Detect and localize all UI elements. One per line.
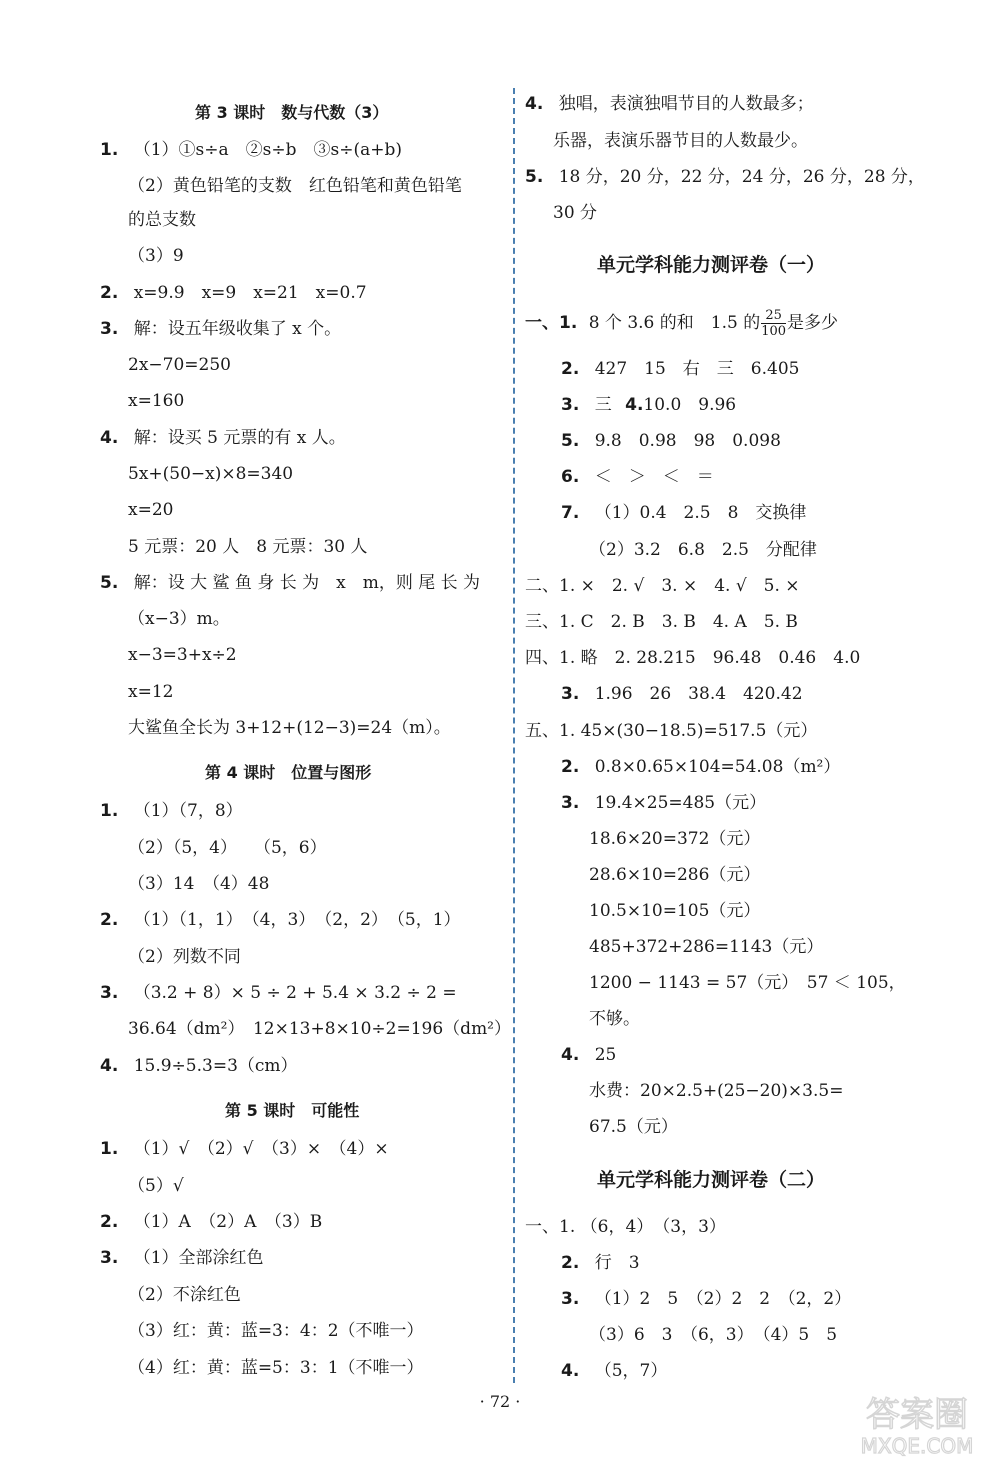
answer-line: 7. （1）0.4 2.5 8 交换律 [561,503,807,523]
answer-line: 3. （1）2 5 （2）2 2 （2，2） [561,1289,852,1309]
answer-line: 5. 9.8 0.98 98 0.098 [561,431,781,451]
svg-text:答案圈: 答案圈 [866,1395,968,1435]
answer-line: 1. （1）（7，8） [100,801,243,821]
answer-line: 一、1. 8 个 3.6 的和 1.5 的 $\frac{25}{100}$ 是多少 [525,308,839,339]
page-number: · 72 · [479,1392,521,1411]
answer-line: （2）列数不同 [128,947,241,967]
answer-line: 1. （1）√ （2）√ （3）× （4）× [100,1139,389,1159]
svg-text:MXQE.COM: MXQE.COM [860,1434,974,1458]
answer-line: 4. 15.9÷5.3=3（cm） [100,1056,298,1076]
answer-line: （3）14 （4）48 [128,874,270,894]
answer-line: 2. （1）A （2）A （3）B [100,1212,323,1232]
answer-line: 1200 − 1143 = 57（元） 57 ＜ 105， [589,973,906,993]
answer-line: 3. 解：设五年级收集了 x 个。 [100,319,342,339]
answer-line: 的总支数 [128,210,196,230]
answer-line: 3. 三 4.10.0 9.96 [561,395,737,415]
answer-line: x=20 [128,500,174,520]
answer-line: （2）不涂红色 [128,1285,241,1305]
answer-line: （2）3.2 6.8 2.5 分配律 [589,540,817,560]
answer-line: 2. 行 3 [561,1253,640,1273]
answer-line: 30 分 [553,203,598,223]
answer-line: 4. 独唱，表演独唱节目的人数最多； [525,94,814,114]
answer-line: 36.64（dm²） 12×13+8×10÷2=196（dm²） [128,1019,511,1039]
answer-line: 一、1. （6，4） （3，3） [525,1217,726,1237]
answer-line: 28.6×10=286（元） [589,865,761,885]
answer-line: 三、1. C 2. B 3. B 4. A 5. B [525,612,798,632]
answer-line: 五、1. 45×(30−18.5)=517.5（元） [525,721,818,741]
answer-line: 10.5×10=105（元） [589,901,761,921]
answer-line: 乐器，表演乐器节目的人数最少。 [553,131,808,151]
answer-line: x=160 [128,391,185,411]
answer-line: 2. （1）（1，1） （4，3） （2，2） （5，1） [100,910,461,930]
answer-line: 3. 19.4×25=485（元） [561,793,767,813]
answer-line: 不够。 [589,1009,640,1029]
answer-line: 4. 解：设买 5 元票的有 x 人。 [100,428,346,448]
section-heading: 单元学科能力测评卷（一） [597,254,826,276]
answer-line: 4. （5，7） [561,1361,668,1381]
section-heading: 第 4 课时 位置与图形 [205,763,372,782]
fraction: $\frac{25}{100}$ [761,308,787,339]
answer-line: 5. 解：设 大 鲨 鱼 身 长 为 x m，则 尾 长 为 [100,573,481,593]
answer-line: （x−3）m。 [128,609,230,629]
answer-line: 水费：20×2.5+(25−20)×3.5= [589,1081,844,1101]
answer-line: 67.5（元） [589,1117,678,1137]
answer-line: 3. （1）全部涂红色 [100,1248,264,1268]
answer-line: 2. 0.8×0.65×104=54.08（m²） [561,757,841,777]
section-heading: 单元学科能力测评卷（二） [597,1169,826,1191]
answer-line: （4）红：黄：蓝=5：3：1（不唯一） [128,1358,424,1378]
section-heading: 第 3 课时 数与代数（3） [195,103,389,122]
answer-line: 2. 427 15 右 三 6.405 [561,359,800,379]
answer-line: 大鲨鱼全长为 3+12+(12−3)=24（m）。 [128,718,451,738]
answer-line: 2x−70=250 [128,355,231,375]
section-heading: 第 5 课时 可能性 [225,1101,360,1120]
answer-line: （3）9 [128,246,184,266]
answer-line: 3. 1.96 26 38.4 420.42 [561,684,803,704]
answer-line: 485+372+286=1143（元） [589,937,824,957]
answer-line: 1. （1）①s÷a ②s÷b ③s÷(a+b) [100,140,402,160]
answer-line: 二、1. × 2. √ 3. × 4. √ 5. × [525,576,800,596]
answer-line: （3）6 3 （6，3） （4）5 5 [589,1325,838,1345]
answer-line: （3）红：黄：蓝=3：4：2（不唯一） [128,1321,424,1341]
answer-line: 3. （3.2 + 8）× 5 ÷ 2 + 5.4 × 3.2 ÷ 2 = [100,983,457,1003]
answer-line: （2）（5，4） （5，6） [128,838,327,858]
answer-line: 5. 18 分，20 分，22 分，24 分，26 分，28 分， [525,167,925,187]
answer-line: x=12 [128,682,174,702]
answer-line: 四、1. 略 2. 28.215 96.48 0.46 4.0 [525,648,861,668]
answer-line: x−3=3+x÷2 [128,645,237,665]
answer-line: 4. 25 [561,1045,617,1065]
answer-line: 5 元票：20 人 8 元票：30 人 [128,537,368,557]
answer-line: 6. ＜ ＞ ＜ ＝ [561,467,714,487]
answer-line: （2）黄色铅笔的支数 红色铅笔和黄色铅笔 [128,176,462,196]
answer-line: 2. x=9.9 x=9 x=21 x=0.7 [100,283,367,303]
answer-line: 5x+(50−x)×8=340 [128,464,294,484]
answer-line: （5）√ [128,1176,184,1196]
watermark-logo [842,1381,992,1461]
column-divider [513,88,515,1383]
answer-line: 18.6×20=372（元） [589,829,761,849]
